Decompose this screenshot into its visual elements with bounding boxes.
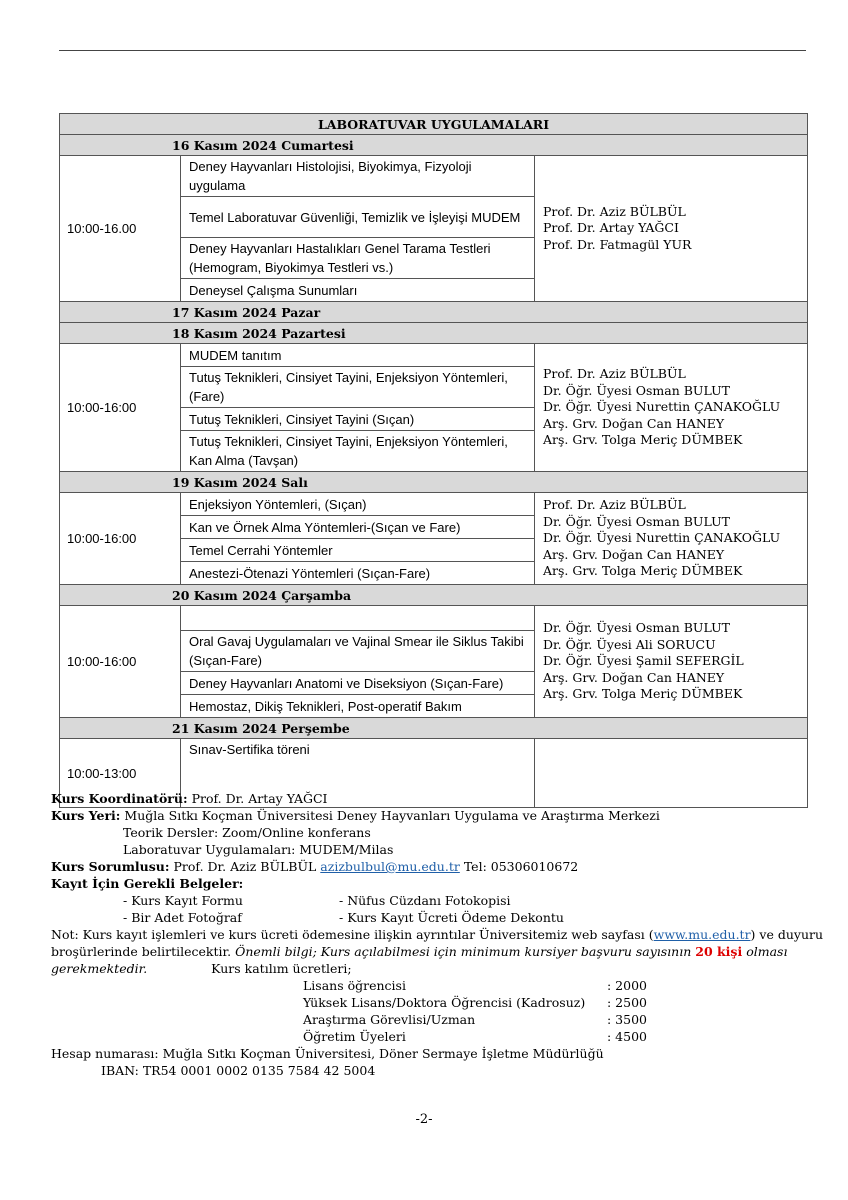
topic-cell: Anestezi-Ötenazi Yöntemleri (Sıçan-Fare) xyxy=(181,562,535,585)
topic-cell: Tutuş Teknikleri, Cinsiyet Tayini (Sıçan) xyxy=(181,408,535,431)
day-date: 20 Kasım 2024 Çarşamba xyxy=(60,585,808,606)
topic-row xyxy=(60,156,808,197)
phone: Tel: 05306010672 xyxy=(463,859,579,874)
lab-lessons: Laboratuvar Uygulamaları: MUDEM/Milas xyxy=(123,842,394,857)
note-line-1: Not: Kurs kayıt işlemleri ve kurs ücreti ödemesine ilişkin ayrıntılar Üniversitemiz web sayfası (www.mu.edu.tr) ve duyuru xyxy=(51,927,824,942)
topic-row xyxy=(60,344,808,367)
place: Muğla Sıtkı Koçman Üniversitesi Deney Hayvanları Uygulama ve Araştırma Merkezi xyxy=(124,808,660,823)
note-line-3: gerekmektedir. Kurs katılım ücretleri; xyxy=(51,961,352,976)
instructor-name: Dr. Öğr. Üyesi Şamil SEFERGİL xyxy=(543,653,744,669)
fee-row: Lisans öğrencisi : 2000 xyxy=(303,978,647,993)
instructor-name: Dr. Öğr. Üyesi Osman BULUT xyxy=(543,620,730,636)
day-date: 18 Kasım 2024 Pazartesi xyxy=(60,323,808,344)
instructor-name: Dr. Öğr. Üyesi Osman BULUT xyxy=(543,513,730,529)
responsible-label: Kurs Sorumlusu: xyxy=(51,859,170,874)
day-date: 19 Kasım 2024 Salı xyxy=(60,472,808,493)
fee-row: Öğretim Üyeleri : 4500 xyxy=(303,1029,647,1044)
topic-cell xyxy=(181,606,535,631)
instructor-name: Dr. Öğr. Üyesi Ali SORUCU xyxy=(543,636,716,652)
session-time: 10:00-16:00 xyxy=(60,606,181,718)
topic-cell: Enjeksiyon Yöntemleri, (Sıçan) xyxy=(181,493,535,516)
day-row xyxy=(60,135,808,156)
day-row xyxy=(60,323,808,344)
instructors-cell xyxy=(535,156,808,302)
doc-item: - Kurs Kayıt Formu xyxy=(123,893,243,908)
session-time: 10:00-13:00 xyxy=(60,739,181,808)
fee-row: Araştırma Görevlisi/Uzman : 3500 xyxy=(303,1012,647,1027)
instructor-name: Arş. Grv. Tolga Meriç DÜMBEK xyxy=(543,432,743,448)
day-date: 16 Kasım 2024 Cumartesi xyxy=(60,135,808,156)
topic-cell: Tutuş Teknikleri, Cinsiyet Tayini, Enjeksiyon Yöntemleri, Kan Alma (Tavşan) xyxy=(181,431,535,472)
instructor-name: Arş. Grv. Doğan Can HANEY xyxy=(543,669,725,685)
day-row xyxy=(60,472,808,493)
topic-row xyxy=(60,606,808,631)
topic-cell: MUDEM tanıtım xyxy=(181,344,535,367)
instructor-name: Dr. Öğr. Üyesi Osman BULUT xyxy=(543,382,730,398)
session-time: 10:00-16:00 xyxy=(60,493,181,585)
topic-cell: Temel Laboratuvar Güvenliği, Temizlik ve İşleyişi MUDEM xyxy=(181,197,535,238)
responsible: Prof. Dr. Aziz BÜLBÜL xyxy=(173,859,317,874)
topic-cell: Temel Cerrahi Yöntemler xyxy=(181,539,535,562)
table-title: LABORATUVAR UYGULAMALARI xyxy=(60,114,808,135)
instructor-name: Arş. Grv. Doğan Can HANEY xyxy=(543,415,725,431)
session-time: 10:00-16.00 xyxy=(60,156,181,302)
topic-cell: Deney Hayvanları Histolojisi, Biyokimya, Fizyoloji uygulama xyxy=(181,156,535,197)
coordinator: Prof. Dr. Artay YAĞCI xyxy=(191,791,328,806)
topic-cell: Sınav-Sertifika töreni xyxy=(181,739,535,808)
account-info: Hesap numarası: Muğla Sıtkı Koçman Üniversitesi, Döner Sermaye İşletme Müdürlüğü xyxy=(51,1046,604,1061)
schedule-table xyxy=(59,113,808,808)
topic-cell: Deney Hayvanları Anatomi ve Diseksiyon (Sıçan-Fare) xyxy=(181,672,535,695)
instructors-cell xyxy=(535,606,808,718)
topic-row xyxy=(60,493,808,516)
day-row xyxy=(60,585,808,606)
doc-item: - Bir Adet Fotoğraf xyxy=(123,910,242,925)
topic-cell: Hemostaz, Dikiş Teknikleri, Post-operatif Bakım xyxy=(181,695,535,718)
website-link[interactable]: www.mu.edu.tr xyxy=(653,927,751,942)
coordinator-label: Kurs Koordinatörü: xyxy=(51,791,188,806)
course-info xyxy=(51,790,824,1079)
topic-cell: Oral Gavaj Uygulamaları ve Vajinal Smear ile Siklus Takibi (Sıçan-Fare) xyxy=(181,631,535,672)
instructor-name: Prof. Dr. Aziz BÜLBÜL xyxy=(543,203,686,219)
docs-label: Kayıt İçin Gerekli Belgeler: xyxy=(51,876,244,891)
topic-cell: Kan ve Örnek Alma Yöntemleri-(Sıçan ve Fare) xyxy=(181,516,535,539)
day-row xyxy=(60,718,808,739)
fee-row: Yüksek Lisans/Doktora Öğrencisi (Kadrosuz) : 2500 xyxy=(303,995,647,1010)
day-date: 17 Kasım 2024 Pazar xyxy=(60,302,808,323)
instructor-name: Dr. Öğr. Üyesi Nurettin ÇANAKOĞLU xyxy=(543,530,781,546)
header-rule xyxy=(59,50,806,51)
topic-cell: Deneysel Çalışma Sunumları xyxy=(181,279,535,302)
instructor-name: Prof. Dr. Aziz BÜLBÜL xyxy=(543,497,686,513)
instructor-name: Prof. Dr. Fatmagül YUR xyxy=(543,236,692,252)
place-label: Kurs Yeri: xyxy=(51,808,121,823)
doc-item: - Nüfus Cüzdanı Fotokopisi xyxy=(339,893,511,908)
instructor-name: Prof. Dr. Artay YAĞCI xyxy=(543,220,679,236)
instructor-name: Prof. Dr. Aziz BÜLBÜL xyxy=(543,366,686,382)
topic-cell: Tutuş Teknikleri, Cinsiyet Tayini, Enjeksiyon Yöntemleri, (Fare) xyxy=(181,367,535,408)
note-line-2: broşürlerinde belirtilecektir. Önemli bilgi; Kurs açılabilmesi için minimum kursiyer başvuru sayısının 20 kişi olması xyxy=(51,944,788,959)
instructor-name: Arş. Grv. Tolga Meriç DÜMBEK xyxy=(543,563,743,579)
day-date: 21 Kasım 2024 Perşembe xyxy=(60,718,808,739)
instructor-name: Arş. Grv. Tolga Meriç DÜMBEK xyxy=(543,686,743,702)
instructors-cell xyxy=(535,493,808,585)
instructor-name: Arş. Grv. Doğan Can HANEY xyxy=(543,546,725,562)
table-title-row xyxy=(60,114,808,135)
topic-cell: Deney Hayvanları Hastalıkları Genel Tarama Testleri (Hemogram, Biyokimya Testleri vs.) xyxy=(181,238,535,279)
theory-lessons: Teorik Dersler: Zoom/Online konferans xyxy=(123,825,371,840)
session-time: 10:00-16:00 xyxy=(60,344,181,472)
instructors-cell xyxy=(535,344,808,472)
email-link[interactable]: azizbulbul@mu.edu.tr xyxy=(320,859,460,874)
iban: IBAN: TR54 0001 0002 0135 7584 42 5004 xyxy=(101,1063,376,1078)
page-number: -2- xyxy=(415,1112,433,1127)
doc-item: - Kurs Kayıt Ücreti Ödeme Dekontu xyxy=(339,910,564,925)
fees-label: Kurs katılım ücretleri; xyxy=(211,961,352,976)
instructor-name: Dr. Öğr. Üyesi Nurettin ÇANAKOĞLU xyxy=(543,399,781,415)
min-participants: 20 kişi xyxy=(695,944,743,959)
day-row xyxy=(60,302,808,323)
